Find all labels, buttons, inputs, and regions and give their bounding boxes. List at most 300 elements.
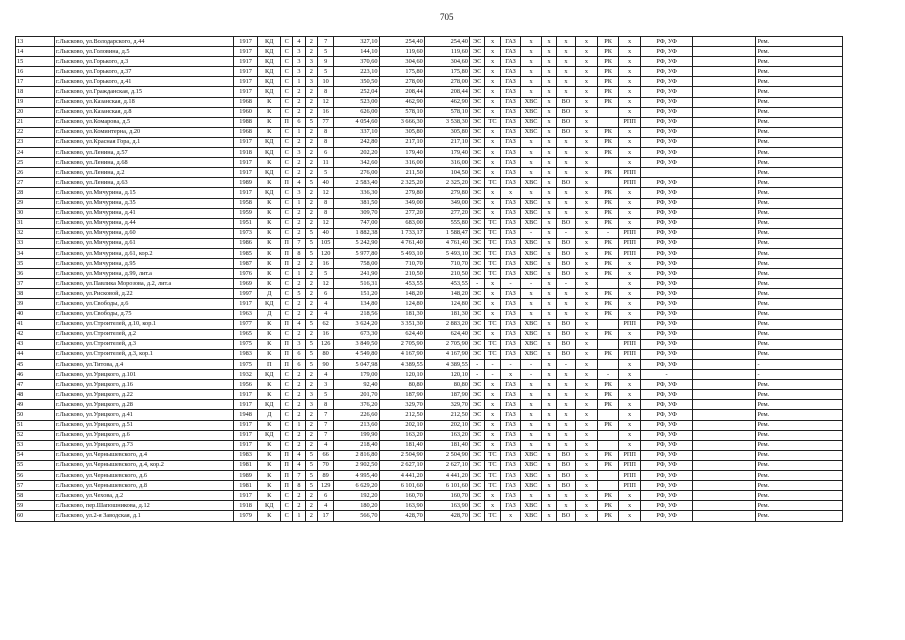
cell-repair-status: Рем.: [756, 158, 843, 168]
cell-row-number: 18: [16, 87, 55, 97]
cell-residential-area: 278,00: [424, 77, 469, 87]
cell-apartments: 105: [317, 238, 333, 248]
cell-address: г.Лысково, ул.Казанская, д.8: [55, 107, 234, 117]
cell-heating: ТС: [485, 339, 500, 349]
cell-roof-repair: РК: [598, 420, 619, 430]
cell-repair-status: Рем.: [756, 319, 843, 329]
cell-address: г.Лысково, ул.Чернышевского, д.4: [55, 450, 234, 460]
cell-floor-param: 5: [293, 289, 305, 299]
cell-row-number: 28: [16, 188, 55, 198]
cell-reserved: [692, 329, 756, 339]
cell-facade-repair: РФ, УФ: [641, 188, 692, 198]
cell-total-area: 144,10: [334, 47, 379, 57]
cell-residential-area: 202,10: [424, 420, 469, 430]
cell-apartments: 4: [317, 440, 333, 450]
cell-hot-water: х: [541, 218, 556, 228]
cell-extra: х: [575, 238, 598, 248]
cell-floor-param: 1: [293, 77, 305, 87]
cell-hot-water: х: [541, 208, 556, 218]
cell-facade-repair: РФ, УФ: [641, 471, 692, 481]
cell-elevator-repair: РПП: [618, 319, 641, 329]
cell-category: КД: [258, 148, 281, 158]
cell-row-number: 15: [16, 57, 55, 67]
cell-elevator-repair: х: [618, 148, 641, 158]
cell-row-number: 37: [16, 279, 55, 289]
cell-wall-material: С: [281, 127, 293, 137]
cell-category: КД: [258, 299, 281, 309]
cell-heating: х: [485, 77, 500, 87]
cell-reserved: [692, 158, 756, 168]
cell-hot-water: х: [541, 259, 556, 269]
cell-repair-status: Рем.: [756, 208, 843, 218]
cell-wall-material: С: [281, 168, 293, 178]
cell-repair-status: Рем.: [756, 400, 843, 410]
table-row: [16, 77, 843, 87]
cell-total-area: 309,70: [334, 208, 379, 218]
cell-total-area: 226,60: [334, 410, 379, 420]
table-row: [16, 248, 843, 258]
cell-extra: х: [575, 57, 598, 67]
cell-apartments: 80: [317, 349, 333, 359]
cell-total-area: 192,20: [334, 491, 379, 501]
cell-heating: х: [485, 148, 500, 158]
cell-category: К: [258, 329, 281, 339]
cell-extra: х: [575, 400, 598, 410]
cell-living-area: 278,00: [379, 77, 424, 87]
cell-category: К: [258, 107, 281, 117]
cell-living-area: 624,40: [379, 329, 424, 339]
cell-year-built: 1960: [233, 107, 258, 117]
cell-year-built: 1932: [233, 370, 258, 380]
cell-gas: ГАЗ: [500, 501, 521, 511]
cell-extra: х: [575, 511, 598, 521]
cell-hot-water: х: [541, 460, 556, 470]
cell-category: КД: [258, 168, 281, 178]
cell-sewerage: х: [557, 77, 575, 87]
cell-repair-status: Рем.: [756, 491, 843, 501]
cell-cold-water: ХВС: [521, 339, 542, 349]
cell-wall-material: П: [281, 471, 293, 481]
table-row: [16, 228, 843, 238]
cell-reserved: [692, 430, 756, 440]
cell-year-built: 1917: [233, 77, 258, 87]
cell-elevator-repair: х: [618, 37, 641, 47]
cell-apartments: 10: [317, 77, 333, 87]
cell-facade-repair: РФ, УФ: [641, 380, 692, 390]
cell-category: КД: [258, 87, 281, 97]
cell-floors: 5: [305, 471, 317, 481]
cell-heating: х: [485, 188, 500, 198]
cell-apartments: 12: [317, 97, 333, 107]
cell-reserved: [692, 168, 756, 178]
cell-sewerage: ВО: [557, 481, 575, 491]
cell-facade-repair: РФ, УФ: [641, 107, 692, 117]
cell-living-area: 160,70: [379, 491, 424, 501]
cell-reserved: [692, 97, 756, 107]
cell-residential-area: 208,44: [424, 87, 469, 97]
cell-floors: 2: [305, 87, 317, 97]
cell-total-area: 327,10: [334, 37, 379, 47]
cell-sewerage: х: [557, 67, 575, 77]
cell-gas: ГАЗ: [500, 289, 521, 299]
cell-sewerage: х: [557, 137, 575, 147]
cell-elevator-repair: РПП: [618, 481, 641, 491]
cell-extra: х: [575, 440, 598, 450]
cell-gas: ГАЗ: [500, 248, 521, 258]
cell-residential-area: 329,70: [424, 400, 469, 410]
cell-electricity: ЭС: [469, 198, 484, 208]
cell-hot-water: х: [541, 329, 556, 339]
cell-row-number: 53: [16, 440, 55, 450]
cell-extra: х: [575, 208, 598, 218]
cell-total-area: 2 816,80: [334, 450, 379, 460]
cell-wall-material: С: [281, 420, 293, 430]
cell-year-built: 1918: [233, 148, 258, 158]
cell-roof-repair: [598, 117, 619, 127]
cell-address: г.Лысково, ул.Коминтерна, д.20: [55, 127, 234, 137]
cell-floors: 2: [305, 269, 317, 279]
cell-facade-repair: РФ, УФ: [641, 481, 692, 491]
cell-hot-water: х: [541, 168, 556, 178]
cell-apartments: 126: [317, 339, 333, 349]
cell-address: г.Лысково, ул.Мичурина, д.60: [55, 228, 234, 238]
cell-wall-material: С: [281, 107, 293, 117]
cell-gas: ГАЗ: [500, 400, 521, 410]
cell-sewerage: х: [557, 501, 575, 511]
cell-row-number: 24: [16, 148, 55, 158]
table-row: [16, 47, 843, 57]
table-row: [16, 410, 843, 420]
cell-elevator-repair: х: [618, 491, 641, 501]
cell-heating: х: [485, 137, 500, 147]
cell-extra: х: [575, 491, 598, 501]
cell-address: г.Лысково, ул.Урицкого, д.73: [55, 440, 234, 450]
cell-row-number: 25: [16, 158, 55, 168]
cell-year-built: 1988: [233, 117, 258, 127]
cell-hot-water: х: [541, 188, 556, 198]
cell-extra: х: [575, 420, 598, 430]
cell-living-area: 2 705,90: [379, 339, 424, 349]
cell-apartments: 7: [317, 410, 333, 420]
cell-apartments: 12: [317, 218, 333, 228]
table-row: [16, 148, 843, 158]
cell-floors: 3: [305, 77, 317, 87]
cell-electricity: ЭС: [469, 248, 484, 258]
cell-wall-material: П: [281, 178, 293, 188]
cell-hot-water: х: [541, 309, 556, 319]
cell-reserved: [692, 198, 756, 208]
cell-year-built: 1989: [233, 178, 258, 188]
cell-wall-material: С: [281, 77, 293, 87]
cell-total-area: 276,00: [334, 168, 379, 178]
cell-category: КД: [258, 137, 281, 147]
cell-row-number: 29: [16, 198, 55, 208]
cell-year-built: 1969: [233, 279, 258, 289]
cell-floor-param: 6: [293, 360, 305, 370]
cell-electricity: ЭС: [469, 501, 484, 511]
cell-repair-status: Рем.: [756, 37, 843, 47]
table-row: [16, 440, 843, 450]
cell-electricity: ЭС: [469, 127, 484, 137]
cell-hot-water: х: [541, 57, 556, 67]
cell-floor-param: 2: [293, 218, 305, 228]
cell-year-built: 1959: [233, 208, 258, 218]
cell-floor-param: 2: [293, 259, 305, 269]
cell-floor-param: 4: [293, 450, 305, 460]
cell-cold-water: ХВС: [521, 259, 542, 269]
cell-address: г.Лысково, ул.Чернышевского, д.4, кор.2: [55, 460, 234, 470]
cell-elevator-repair: РПП: [618, 238, 641, 248]
cell-reserved: [692, 37, 756, 47]
cell-gas: ГАЗ: [500, 471, 521, 481]
cell-year-built: 1918: [233, 501, 258, 511]
cell-floors: 5: [305, 460, 317, 470]
cell-residential-area: 277,20: [424, 208, 469, 218]
cell-facade-repair: РФ, УФ: [641, 360, 692, 370]
cell-wall-material: С: [281, 137, 293, 147]
table-row: [16, 178, 843, 188]
cell-heating: ТС: [485, 269, 500, 279]
cell-residential-area: 120,10: [424, 370, 469, 380]
cell-floor-param: 2: [293, 410, 305, 420]
page-number: 705: [440, 12, 454, 22]
cell-facade-repair: РФ, УФ: [641, 117, 692, 127]
cell-total-area: 3 624,20: [334, 319, 379, 329]
cell-living-area: 5 493,10: [379, 248, 424, 258]
cell-elevator-repair: х: [618, 158, 641, 168]
cell-year-built: 1997: [233, 289, 258, 299]
cell-address: г.Лысково, ул.Титова, д.4: [55, 360, 234, 370]
cell-facade-repair: РФ, УФ: [641, 400, 692, 410]
cell-apartments: 8: [317, 127, 333, 137]
cell-floors: 2: [305, 208, 317, 218]
cell-total-area: 370,60: [334, 57, 379, 67]
cell-elevator-repair: РПП: [618, 450, 641, 460]
cell-total-area: 5 977,80: [334, 248, 379, 258]
cell-extra: х: [575, 77, 598, 87]
cell-sewerage: х: [557, 158, 575, 168]
cell-cold-water: ХВС: [521, 450, 542, 460]
cell-address: г.Лысково, ул.Чехова, д.2: [55, 491, 234, 501]
cell-gas: ГАЗ: [500, 390, 521, 400]
cell-row-number: 54: [16, 450, 55, 460]
cell-wall-material: П: [281, 238, 293, 248]
table-row: [16, 218, 843, 228]
cell-wall-material: С: [281, 57, 293, 67]
cell-hot-water: х: [541, 158, 556, 168]
cell-facade-repair: РФ, УФ: [641, 158, 692, 168]
cell-facade-repair: РФ, УФ: [641, 349, 692, 359]
cell-heating: х: [485, 390, 500, 400]
table-row: [16, 269, 843, 279]
cell-gas: ГАЗ: [500, 450, 521, 460]
cell-elevator-repair: х: [618, 279, 641, 289]
cell-floor-param: 2: [293, 208, 305, 218]
cell-floor-param: 1: [293, 511, 305, 521]
cell-roof-repair: [598, 440, 619, 450]
cell-living-area: 4 761,40: [379, 238, 424, 248]
cell-facade-repair: РФ, УФ: [641, 430, 692, 440]
cell-roof-repair: РК: [598, 168, 619, 178]
cell-repair-status: Рем.: [756, 269, 843, 279]
cell-electricity: ЭС: [469, 178, 484, 188]
cell-hot-water: х: [541, 107, 556, 117]
cell-address: г.Лысково, ул.2-я Заводская, д.1: [55, 511, 234, 521]
cell-floor-param: 2: [293, 430, 305, 440]
cell-hot-water: х: [541, 127, 556, 137]
cell-extra: х: [575, 259, 598, 269]
cell-living-area: 4 389,55: [379, 360, 424, 370]
cell-living-area: 4 441,20: [379, 471, 424, 481]
cell-sewerage: х: [557, 188, 575, 198]
cell-roof-repair: РК: [598, 127, 619, 137]
cell-facade-repair: РФ, УФ: [641, 127, 692, 137]
cell-hot-water: х: [541, 400, 556, 410]
cell-roof-repair: [598, 339, 619, 349]
cell-cold-water: х: [521, 47, 542, 57]
cell-address: г.Лысково, ул.Урицкого, д.41: [55, 410, 234, 420]
cell-facade-repair: РФ, УФ: [641, 87, 692, 97]
cell-wall-material: С: [281, 491, 293, 501]
cell-repair-status: Рем.: [756, 188, 843, 198]
cell-hot-water: х: [541, 319, 556, 329]
cell-repair-status: -: [756, 360, 843, 370]
cell-year-built: 1981: [233, 460, 258, 470]
cell-row-number: 47: [16, 380, 55, 390]
cell-electricity: ЭС: [469, 309, 484, 319]
cell-cold-water: ХВС: [521, 127, 542, 137]
cell-cold-water: х: [521, 410, 542, 420]
cell-repair-status: Рем.: [756, 148, 843, 158]
cell-roof-repair: РК: [598, 511, 619, 521]
cell-living-area: 217,10: [379, 137, 424, 147]
cell-sewerage: х: [557, 440, 575, 450]
cell-roof-repair: РК: [598, 87, 619, 97]
table-row: [16, 259, 843, 269]
cell-extra: х: [575, 339, 598, 349]
cell-elevator-repair: х: [618, 127, 641, 137]
cell-total-area: 2 583,40: [334, 178, 379, 188]
cell-reserved: [692, 117, 756, 127]
cell-heating: х: [485, 309, 500, 319]
cell-gas: ГАЗ: [500, 127, 521, 137]
cell-wall-material: С: [281, 380, 293, 390]
cell-residential-area: 163,90: [424, 501, 469, 511]
cell-sewerage: х: [557, 57, 575, 67]
cell-reserved: [692, 370, 756, 380]
cell-gas: ГАЗ: [500, 380, 521, 390]
cell-floors: 3: [305, 57, 317, 67]
cell-sewerage: х: [557, 430, 575, 440]
cell-extra: х: [575, 279, 598, 289]
cell-floor-param: 1: [293, 269, 305, 279]
cell-repair-status: Рем.: [756, 450, 843, 460]
table-row: [16, 208, 843, 218]
cell-address: г.Лысково, ул.Урицкого, д.6: [55, 430, 234, 440]
cell-cold-water: -: [521, 360, 542, 370]
cell-address: г.Лысково, ул.Урицкого, д.28: [55, 400, 234, 410]
cell-reserved: [692, 491, 756, 501]
cell-electricity: ЭС: [469, 107, 484, 117]
cell-address: г.Лысково, ул.Ленина, д.57: [55, 148, 234, 158]
cell-elevator-repair: РПП: [618, 460, 641, 470]
cell-category: К: [258, 481, 281, 491]
cell-row-number: 42: [16, 329, 55, 339]
cell-heating: ТС: [485, 450, 500, 460]
cell-category: К: [258, 238, 281, 248]
cell-repair-status: Рем.: [756, 309, 843, 319]
cell-living-area: 210,50: [379, 269, 424, 279]
cell-elevator-repair: РПП: [618, 471, 641, 481]
cell-category: Д: [258, 410, 281, 420]
cell-cold-water: х: [521, 309, 542, 319]
cell-cold-water: ХВС: [521, 481, 542, 491]
cell-address: г.Лысково, ул.Чернышевского, д.8: [55, 481, 234, 491]
cell-row-number: 52: [16, 430, 55, 440]
cell-heating: ТС: [485, 471, 500, 481]
cell-address: г.Лысково, ул.Мичурина, д.61, кор.2: [55, 248, 234, 258]
cell-address: г.Лысково, ул.Горького, д.3: [55, 57, 234, 67]
cell-reserved: [692, 87, 756, 97]
table-row: [16, 238, 843, 248]
cell-repair-status: -: [756, 370, 843, 380]
cell-sewerage: х: [557, 370, 575, 380]
cell-sewerage: ВО: [557, 259, 575, 269]
cell-roof-repair: РК: [598, 77, 619, 87]
cell-row-number: 13: [16, 37, 55, 47]
table-row: [16, 339, 843, 349]
cell-repair-status: Рем.: [756, 380, 843, 390]
cell-address: г.Лысково, ул.Чернышевского, д.6: [55, 471, 234, 481]
cell-address: г.Лысково, ул.Ленина, д.2: [55, 168, 234, 178]
cell-repair-status: Рем.: [756, 127, 843, 137]
cell-sewerage: ВО: [557, 218, 575, 228]
cell-heating: ТС: [485, 319, 500, 329]
cell-electricity: ЭС: [469, 430, 484, 440]
cell-reserved: [692, 238, 756, 248]
cell-category: К: [258, 127, 281, 137]
cell-elevator-repair: х: [618, 299, 641, 309]
cell-address: г.Лысково, ул.Головина, д.5: [55, 47, 234, 57]
cell-electricity: -: [469, 370, 484, 380]
cell-category: КД: [258, 501, 281, 511]
cell-elevator-repair: х: [618, 47, 641, 57]
cell-elevator-repair: х: [618, 390, 641, 400]
cell-apartments: 16: [317, 107, 333, 117]
cell-cold-water: х: [521, 37, 542, 47]
cell-total-area: 566,70: [334, 511, 379, 521]
cell-reserved: [692, 137, 756, 147]
cell-wall-material: П: [281, 248, 293, 258]
cell-roof-repair: РК: [598, 188, 619, 198]
cell-living-area: 428,70: [379, 511, 424, 521]
cell-electricity: ЭС: [469, 299, 484, 309]
cell-category: КД: [258, 188, 281, 198]
cell-residential-area: 304,60: [424, 57, 469, 67]
cell-floor-param: 4: [293, 37, 305, 47]
cell-floors: 2: [305, 137, 317, 147]
cell-floor-param: 2: [293, 228, 305, 238]
cell-heating: ТС: [485, 481, 500, 491]
cell-repair-status: Рем.: [756, 440, 843, 450]
cell-reserved: [692, 481, 756, 491]
cell-gas: -: [500, 360, 521, 370]
table-row: [16, 37, 843, 47]
cell-living-area: 211,50: [379, 168, 424, 178]
cell-sewerage: х: [557, 47, 575, 57]
cell-year-built: 1948: [233, 410, 258, 420]
cell-electricity: ЭС: [469, 440, 484, 450]
